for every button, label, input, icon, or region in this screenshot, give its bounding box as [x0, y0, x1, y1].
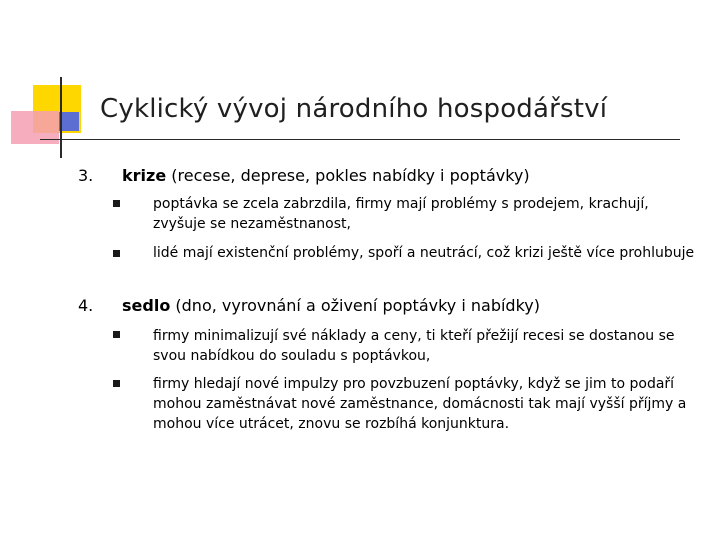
section-number: 3. — [78, 166, 94, 185]
bullet-marker — [113, 380, 120, 387]
bullet-text: poptávka se zcela zabrzdila, firmy mají problémy s prodejem, krachují, zvyšuje se nezaměstnanost, — [153, 196, 649, 232]
slide-title: Cyklický vývoj národního hospodářství — [100, 94, 608, 124]
bullet-marker — [113, 200, 120, 207]
section-term: sedlo — [122, 296, 171, 315]
section-term: krize — [122, 166, 167, 185]
section-heading — [122, 166, 530, 185]
title-underline — [40, 139, 680, 140]
section-description: (dno, vyrovnání a oživení poptávky i nabídky) — [170, 296, 540, 315]
bullet-marker — [113, 250, 120, 257]
decor-vertical-line — [60, 77, 62, 158]
section-number: 4. — [78, 296, 94, 315]
section-description: (recese, deprese, pokles nabídky i poptávky) — [166, 166, 530, 185]
section-heading — [122, 296, 540, 315]
bullet-text: firmy hledají nové impulzy pro povzbuzení poptávky, když se jim to podaří mohou zaměstnávat nové zaměstnance, domácnosti tak mají vyšší příjmy a mohou více utrácet, znovu se rozbíhá konjunktura. — [153, 376, 687, 432]
bullet-text: lidé mají existenční problémy, spoří a neutrácí, což krizi ještě více prohlubuje — [153, 245, 695, 261]
bullet-marker — [113, 331, 120, 338]
decor-blue-square — [59, 112, 79, 131]
bullet-text: firmy minimalizují své náklady a ceny, ti kteří přežijí recesi se dostanou se svou nabídkou do souladu s poptávkou, — [153, 328, 675, 364]
